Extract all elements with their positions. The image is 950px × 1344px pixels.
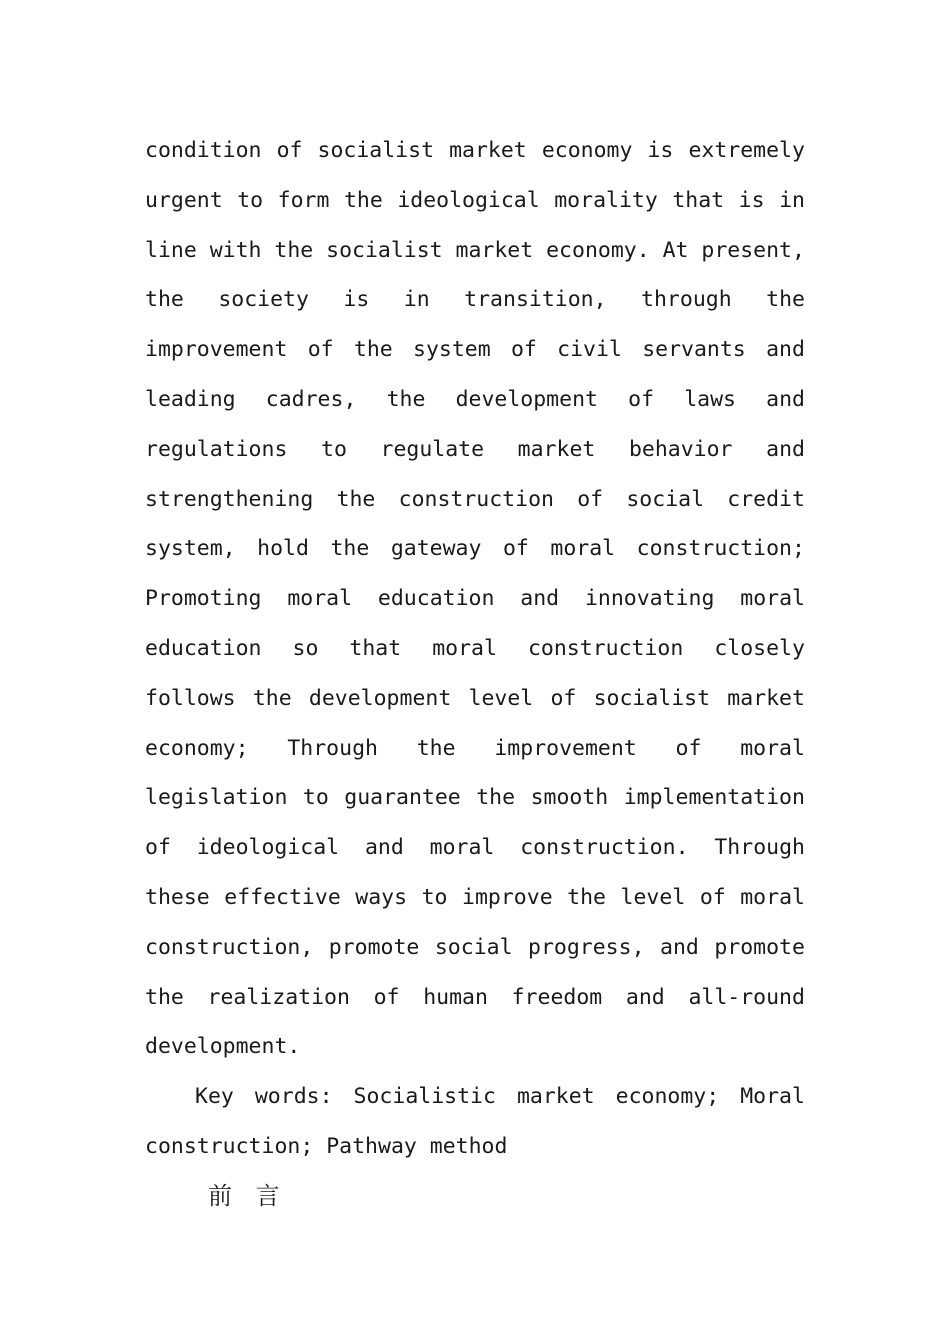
word: implementation	[623, 785, 805, 811]
word: that	[349, 635, 402, 661]
word: and	[625, 984, 665, 1010]
word: the	[274, 237, 314, 263]
abstract-paragraph	[145, 126, 805, 1072]
word: improve	[462, 884, 553, 910]
word: to	[237, 187, 264, 213]
text-line	[145, 524, 805, 574]
word: and	[364, 835, 404, 861]
word: in	[403, 287, 430, 313]
word: follows	[145, 685, 236, 711]
word: strengthening	[145, 486, 314, 512]
word: of	[550, 685, 577, 711]
word: promote	[714, 934, 805, 960]
text-line	[145, 973, 805, 1023]
word: effective	[224, 884, 341, 910]
word: these	[145, 884, 210, 910]
word: that	[672, 187, 725, 213]
text-line	[145, 425, 805, 475]
word: the	[145, 287, 184, 313]
text-line	[145, 773, 805, 823]
word: Through	[287, 735, 378, 761]
word: level	[468, 685, 534, 711]
text-line	[145, 275, 805, 325]
word: the	[252, 685, 292, 711]
word: economy;	[145, 735, 249, 761]
word: moral	[740, 884, 805, 910]
word: progress,	[528, 934, 645, 960]
word: words:	[254, 1084, 333, 1110]
word: construction;	[636, 536, 805, 562]
text-line	[145, 574, 805, 624]
word: the	[386, 386, 426, 412]
text-line	[145, 674, 805, 724]
word: the	[416, 735, 456, 761]
word: Moral	[740, 1084, 805, 1110]
word: behavior	[628, 436, 733, 462]
word: construction.	[520, 835, 689, 861]
word: development	[455, 386, 598, 412]
word: all-round	[688, 984, 805, 1010]
word: of	[502, 536, 529, 562]
word: level	[620, 884, 686, 910]
word: of	[373, 984, 400, 1010]
word: of	[276, 138, 303, 163]
word: freedom	[511, 984, 603, 1010]
word: the	[145, 984, 184, 1010]
word: human	[423, 984, 488, 1010]
word: and	[766, 337, 805, 363]
word: so	[292, 635, 319, 661]
word: Key	[195, 1084, 234, 1110]
word: At	[662, 237, 689, 263]
word: improvement	[494, 735, 637, 761]
word: system,	[145, 536, 236, 562]
word: smooth	[530, 785, 609, 811]
text-line	[145, 375, 805, 425]
word: of	[628, 386, 655, 412]
word: promote	[328, 934, 420, 960]
word: market	[516, 1084, 595, 1110]
word: form	[277, 187, 330, 213]
text-line	[145, 126, 805, 176]
word: economy;	[615, 1084, 720, 1110]
word: of	[675, 735, 702, 761]
word: ways	[355, 884, 408, 910]
word: moral	[740, 735, 805, 761]
word: the	[567, 884, 607, 910]
word: realization	[207, 984, 350, 1010]
word: hold	[257, 536, 309, 562]
word: through	[641, 287, 732, 313]
word: ideological	[397, 187, 540, 213]
word: education	[145, 635, 262, 661]
word: moral	[740, 586, 805, 612]
word: and	[766, 436, 805, 462]
word: is	[738, 187, 765, 213]
word: Through	[714, 835, 805, 861]
text-line: development.	[145, 1034, 301, 1060]
text-line	[145, 176, 805, 226]
keywords-line-2: construction; Pathway method	[145, 1133, 508, 1159]
section-heading: 前 言	[208, 1182, 288, 1210]
word: servants	[642, 337, 746, 363]
text-line	[145, 325, 805, 375]
word: to	[321, 436, 347, 462]
word: in	[779, 187, 805, 213]
word: market	[455, 237, 534, 263]
text-line	[145, 873, 805, 923]
text-line	[145, 724, 805, 774]
word: regulations	[145, 436, 288, 462]
keywords-line-1	[145, 1072, 805, 1122]
word: of	[577, 486, 604, 512]
word: gateway	[390, 536, 482, 562]
word: line	[145, 237, 197, 263]
word: economy	[541, 138, 633, 163]
word: economy.	[546, 237, 650, 263]
word: construction	[527, 635, 684, 661]
word: moral	[429, 835, 495, 861]
word: innovating	[584, 586, 715, 612]
word: urgent	[145, 187, 223, 213]
word: and	[766, 386, 805, 412]
text-line	[145, 823, 805, 873]
word: education	[377, 586, 495, 612]
word: closely	[714, 635, 805, 661]
abstract-text	[145, 126, 805, 1172]
word: guarantee	[344, 785, 461, 811]
word: to	[302, 785, 329, 811]
word: moral	[432, 635, 497, 661]
word: transition,	[464, 287, 607, 313]
word: legislation	[145, 785, 288, 811]
word: and	[520, 586, 560, 612]
word: construction,	[145, 934, 314, 960]
word: extremely	[688, 138, 805, 163]
text-line	[145, 923, 805, 973]
word: socialist	[326, 237, 443, 263]
word: the	[353, 337, 393, 363]
word: market	[449, 138, 527, 163]
word: Socialistic	[353, 1084, 496, 1110]
word: the	[476, 785, 516, 811]
word: leading	[145, 386, 236, 412]
word: construction	[398, 486, 554, 512]
word: system	[413, 337, 491, 363]
word: the	[330, 536, 370, 562]
word: social	[626, 486, 705, 512]
word: civil	[557, 337, 622, 363]
word: and	[660, 934, 699, 960]
word: society	[218, 287, 309, 313]
word: moral	[550, 536, 616, 562]
text-line	[145, 226, 805, 276]
word: with	[209, 237, 262, 263]
word: laws	[684, 386, 736, 412]
word: of	[510, 337, 537, 363]
word: socialist	[317, 138, 435, 163]
text-line	[145, 475, 805, 525]
word: of	[145, 835, 171, 861]
word: ideological	[196, 835, 340, 861]
word: moral	[287, 586, 353, 612]
word: present,	[701, 237, 805, 263]
word: social	[434, 934, 513, 960]
text-line	[145, 624, 805, 674]
word: to	[421, 884, 448, 910]
word: development	[308, 685, 452, 711]
word: condition	[145, 138, 262, 163]
word: the	[343, 187, 383, 213]
word: the	[766, 287, 805, 313]
word: market	[517, 436, 596, 462]
word: socialist	[593, 685, 711, 711]
word: morality	[554, 187, 658, 213]
word: regulate	[380, 436, 485, 462]
word: credit	[727, 486, 805, 512]
word: cadres,	[265, 386, 357, 412]
word: the	[336, 486, 376, 512]
word: of	[307, 337, 334, 363]
word: is	[647, 138, 674, 163]
word: market	[727, 685, 805, 711]
word: Promoting	[145, 586, 262, 612]
word: improvement	[145, 337, 288, 363]
word: of	[699, 884, 726, 910]
word: is	[343, 287, 370, 313]
